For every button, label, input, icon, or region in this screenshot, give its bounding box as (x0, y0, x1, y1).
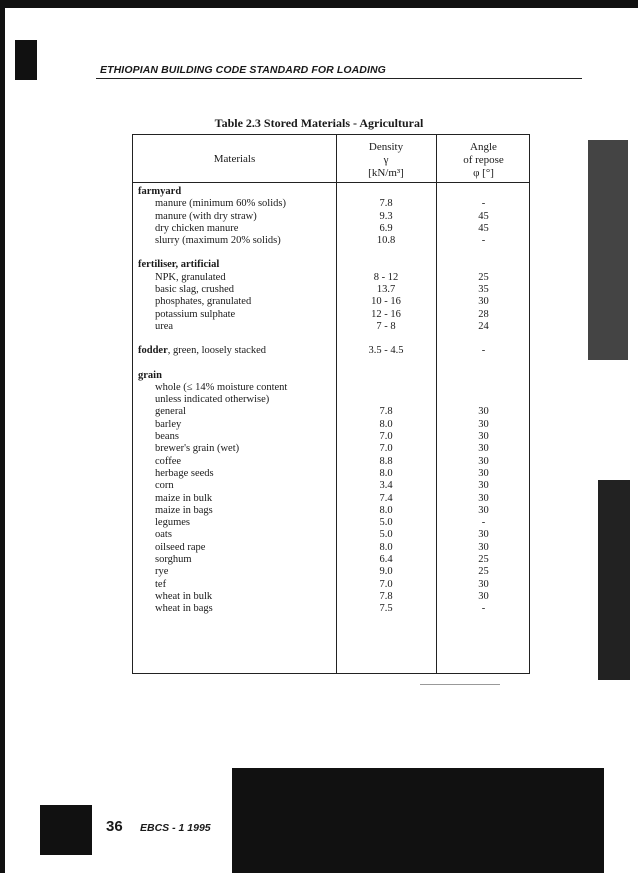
material-cell: brewer's grain (wet) (155, 443, 240, 455)
density-cell: 3.5 - 4.5 (368, 345, 404, 357)
density-cell: 9.3 (379, 210, 393, 222)
header-title: ETHIOPIAN BUILDING CODE STANDARD FOR LOADING (100, 64, 386, 76)
table-row (133, 296, 529, 308)
density-cell: 6.4 (379, 554, 393, 566)
table-row (133, 370, 529, 382)
group-name: farmyard (138, 186, 182, 197)
density-symbol: γ (383, 154, 389, 166)
density-cell: 7 - 8 (376, 320, 396, 332)
table-row (133, 345, 529, 357)
table-row (133, 505, 529, 517)
table-row (133, 259, 529, 271)
density-cell: 7.8 (379, 590, 393, 602)
group-name: grain (138, 369, 162, 381)
group-spacer (133, 358, 529, 370)
group-name: fertiliser, artificial (138, 259, 220, 271)
angle-cell: - (481, 198, 486, 210)
group-suffix: , green, loosely stacked (167, 345, 267, 357)
material-cell: rye (155, 566, 169, 578)
table-caption: Table 2.3 Stored Materials - Agricultural (214, 116, 424, 130)
page-number: 36 (106, 818, 123, 835)
density-cell: 3.4 (379, 480, 393, 492)
density-cell: 7.4 (379, 492, 393, 504)
density-cell: 7.5 (379, 603, 393, 615)
angle-cell: - (481, 345, 486, 357)
angle-cell: 30 (478, 296, 489, 308)
footer-code: EBCS - 1 1995 (140, 822, 211, 834)
group-spacer (133, 247, 529, 259)
material-cell: phosphates, granulated (155, 296, 252, 308)
table-underline (420, 684, 500, 685)
table-row (133, 591, 529, 603)
table-row (133, 321, 529, 333)
material-cell: maize in bulk (155, 492, 213, 504)
table-row (133, 493, 529, 505)
table-row (133, 456, 529, 468)
angle-cell: 30 (478, 480, 489, 492)
angle-cell: 30 (478, 467, 489, 479)
density-cell: 7.0 (379, 431, 393, 443)
density-cell: 6.9 (379, 222, 393, 234)
angle-cell: 25 (478, 271, 489, 283)
material-cell: wheat in bags (155, 603, 213, 615)
angle-cell: 35 (478, 284, 489, 296)
material-cell: oats (155, 529, 172, 541)
column-header-materials: Materials (213, 153, 256, 165)
scan-block-right (588, 140, 628, 360)
column-header-angle (436, 141, 531, 180)
material-cell: wheat in bulk (155, 590, 213, 602)
table-row (133, 468, 529, 480)
angle-cell: 30 (478, 406, 489, 418)
table-row (133, 529, 529, 541)
angle-cell: - (481, 603, 486, 615)
angle-cell: 24 (478, 320, 489, 332)
angle-cell: - (481, 235, 486, 247)
angle-cell: 30 (478, 492, 489, 504)
angle-label-2: of repose (463, 154, 504, 166)
table-row (133, 382, 529, 394)
table-row (133, 394, 529, 406)
table-row (133, 186, 529, 198)
table-row (133, 443, 529, 455)
material-cell: basic slag, crushed (155, 284, 235, 296)
table-row (133, 554, 529, 566)
table-row (133, 272, 529, 284)
material-cell: coffee (155, 455, 182, 467)
material-cell: general (155, 406, 186, 418)
material-cell: beans (155, 431, 179, 443)
density-cell: 7.8 (379, 198, 393, 210)
density-cell: 12 - 16 (371, 308, 401, 320)
group-heading (138, 345, 266, 357)
density-cell: 8.0 (379, 467, 393, 479)
material-cell: NPK, granulated (155, 271, 226, 283)
material-cell: manure (minimum 60% solids) (155, 198, 286, 210)
table-row (133, 579, 529, 591)
table-row (133, 542, 529, 554)
material-cell: urea (155, 320, 174, 332)
density-cell: 13.7 (376, 284, 396, 296)
density-cell: 10.8 (376, 235, 396, 247)
angle-cell: - (481, 517, 486, 529)
material-cell: sorghum (155, 554, 192, 566)
density-cell: 5.0 (379, 529, 393, 541)
density-cell: 9.0 (379, 566, 393, 578)
angle-cell: 30 (478, 443, 489, 455)
angle-cell: 30 (478, 431, 489, 443)
table-row (133, 235, 529, 247)
header-rule (96, 78, 582, 79)
group-note: unless indicated otherwise) (155, 394, 270, 406)
angle-cell: 30 (478, 418, 489, 430)
density-cell: 7.0 (379, 443, 393, 455)
angle-label: Angle (470, 141, 497, 153)
table-row (133, 309, 529, 321)
density-cell: 8.0 (379, 504, 393, 516)
angle-cell: 30 (478, 541, 489, 553)
density-cell: 5.0 (379, 517, 393, 529)
material-cell: dry chicken manure (155, 222, 239, 234)
material-cell: manure (with dry straw) (155, 210, 257, 222)
angle-cell: 45 (478, 210, 489, 222)
angle-cell: 25 (478, 566, 489, 578)
material-cell: barley (155, 418, 182, 430)
group-spacer (133, 333, 529, 345)
angle-cell: 30 (478, 455, 489, 467)
material-cell: herbage seeds (155, 467, 214, 479)
density-cell: 7.0 (379, 578, 393, 590)
angle-unit: φ [°] (473, 167, 494, 179)
table-row (133, 223, 529, 235)
density-cell: 8.0 (379, 418, 393, 430)
angle-cell: 45 (478, 222, 489, 234)
material-cell: oilseed rape (155, 541, 206, 553)
table-row (133, 284, 529, 296)
density-cell: 7.8 (379, 406, 393, 418)
angle-cell: 30 (478, 529, 489, 541)
density-unit: [kN/m³] (368, 167, 404, 179)
column-header-density (336, 141, 436, 180)
table-row (133, 431, 529, 443)
density-cell: 10 - 16 (371, 296, 401, 308)
material-cell: tef (155, 578, 167, 590)
scan-block-left-top (15, 40, 37, 80)
table-row (133, 406, 529, 418)
material-cell: slurry (maximum 20% solids) (155, 235, 281, 247)
table-row (133, 517, 529, 529)
group-note: whole (≤ 14% moisture content (155, 381, 288, 393)
scan-block-bottom (232, 768, 604, 873)
scan-block-bottom-left (40, 805, 92, 855)
material-cell: legumes (155, 517, 190, 529)
angle-cell: 30 (478, 578, 489, 590)
angle-cell: 30 (478, 590, 489, 602)
angle-cell: 30 (478, 504, 489, 516)
angle-cell: 25 (478, 554, 489, 566)
table-row (133, 198, 529, 210)
table-body (133, 186, 529, 616)
table-row (133, 480, 529, 492)
scan-block-right-lower (598, 480, 630, 680)
header-divider (133, 182, 529, 183)
scan-border-top (0, 0, 638, 8)
table-row (133, 566, 529, 578)
material-cell: maize in bags (155, 504, 213, 516)
density-cell: 8.0 (379, 541, 393, 553)
density-cell: 8.8 (379, 455, 393, 467)
table-row (133, 419, 529, 431)
angle-cell: 28 (478, 308, 489, 320)
material-cell: corn (155, 480, 174, 492)
group-name: fodder (138, 345, 168, 357)
table-row (133, 211, 529, 223)
density-label: Density (368, 141, 404, 153)
material-cell: potassium sulphate (155, 308, 236, 320)
density-cell: 8 - 12 (373, 271, 399, 283)
table-row (133, 603, 529, 615)
materials-table (132, 134, 530, 674)
